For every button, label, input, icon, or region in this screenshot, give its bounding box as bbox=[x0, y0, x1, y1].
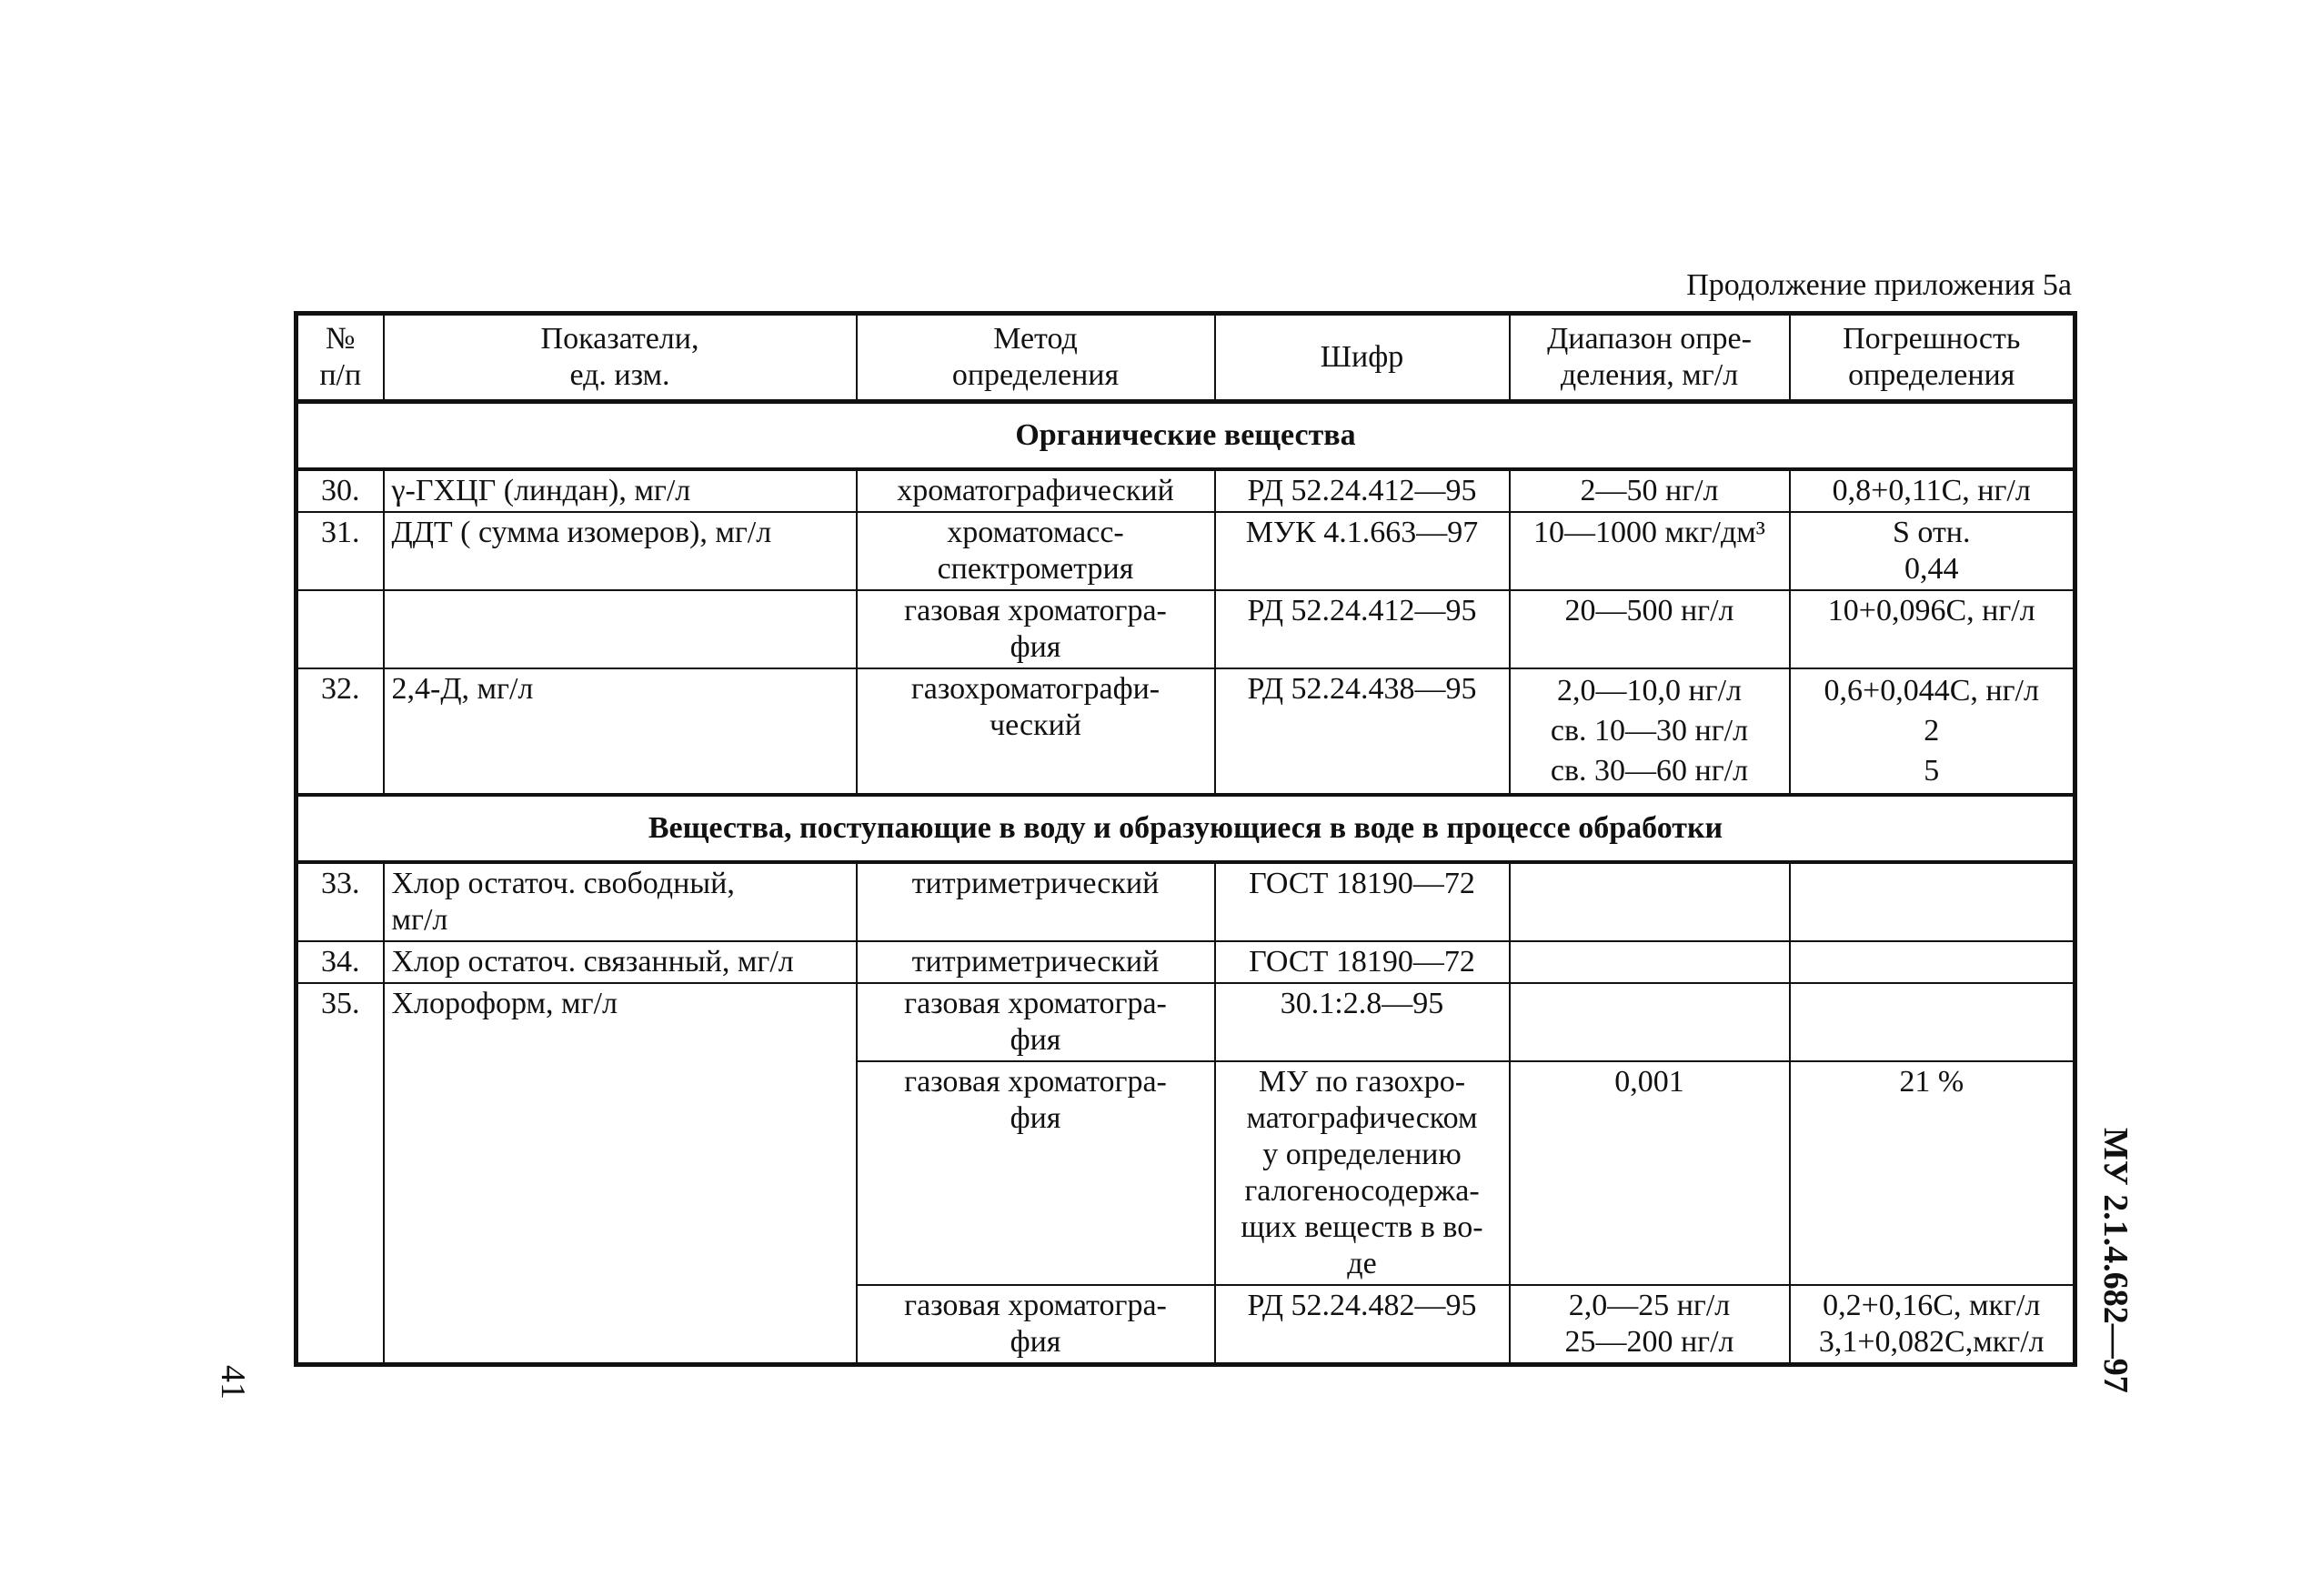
row-indicator: 2,4-Д, мг/л bbox=[384, 668, 857, 795]
row-method: хроматомасс- спектрометрия bbox=[857, 512, 1215, 590]
table-row bbox=[296, 941, 2075, 983]
section-row-organic bbox=[296, 402, 2075, 470]
row-method: газовая хроматогра- фия bbox=[857, 590, 1215, 668]
appendix-caption: Продолжение приложения 5а bbox=[1686, 268, 2072, 302]
row-code: РД 52.24.482—95 bbox=[1215, 1285, 1510, 1365]
row-range: 20—500 нг/л bbox=[1510, 590, 1790, 668]
table-row bbox=[296, 512, 2075, 590]
header-error: Погрешность определения bbox=[1790, 314, 2075, 402]
row-method: газовая хроматогра- фия bbox=[857, 1285, 1215, 1365]
row-method: титриметрический bbox=[857, 941, 1215, 983]
row-indicator: ДДТ ( сумма изомеров), мг/л bbox=[384, 512, 857, 590]
row-error: 21 % bbox=[1790, 1061, 2075, 1285]
row-num: 31. bbox=[296, 512, 384, 590]
header-code: Шифр bbox=[1215, 314, 1510, 402]
row-num: 32. bbox=[296, 668, 384, 795]
page-number: 41 bbox=[214, 1365, 252, 1400]
table-row bbox=[296, 983, 2075, 1061]
row-error: 10+0,096С, нг/л bbox=[1790, 590, 2075, 668]
header-indicator: Показатели, ед. изм. bbox=[384, 314, 857, 402]
row-method: газовая хроматогра- фия bbox=[857, 1061, 1215, 1285]
row-range: 10—1000 мкг/дм³ bbox=[1510, 512, 1790, 590]
row-indicator-empty bbox=[384, 590, 857, 668]
row-range-empty bbox=[1510, 983, 1790, 1061]
row-range-empty bbox=[1510, 862, 1790, 941]
row-num: 30. bbox=[296, 469, 384, 512]
row-code: МУК 4.1.663—97 bbox=[1215, 512, 1510, 590]
row-indicator: Хлор остаточ. связанный, мг/л bbox=[384, 941, 857, 983]
row-num: 33. bbox=[296, 862, 384, 941]
row-code: РД 52.24.438—95 bbox=[1215, 668, 1510, 795]
row-code: МУ по газохро- матографическом у определению галогеносодержа- щих веществ в во- де bbox=[1215, 1061, 1510, 1285]
row-indicator: Хлороформ, мг/л bbox=[384, 983, 857, 1365]
row-error-empty bbox=[1790, 941, 2075, 983]
section-title: Вещества, поступающие в воду и образующиеся в воде в процессе обработки bbox=[296, 795, 2075, 862]
table-row bbox=[296, 469, 2075, 512]
row-code: РД 52.24.412—95 bbox=[1215, 469, 1510, 512]
row-error-empty bbox=[1790, 983, 2075, 1061]
row-range: 2,0—10,0 нг/л св. 10—30 нг/л св. 30—60 нг/л bbox=[1510, 668, 1790, 795]
row-code: 30.1:2.8—95 bbox=[1215, 983, 1510, 1061]
row-error-empty bbox=[1790, 862, 2075, 941]
section-title: Органические вещества bbox=[296, 402, 2075, 470]
row-error: 0,8+0,11С, нг/л bbox=[1790, 469, 2075, 512]
row-method: титриметрический bbox=[857, 862, 1215, 941]
row-num: 34. bbox=[296, 941, 384, 983]
row-num-empty bbox=[296, 590, 384, 668]
table-header bbox=[296, 314, 2075, 402]
header-method: Метод определения bbox=[857, 314, 1215, 402]
row-error: 0,6+0,044С, нг/л 2 5 bbox=[1790, 668, 2075, 795]
row-error: S отн. 0,44 bbox=[1790, 512, 2075, 590]
document-code: МУ 2.1.4.682—97 bbox=[2096, 1128, 2135, 1393]
header-range: Диапазон опре- деления, мг/л bbox=[1510, 314, 1790, 402]
row-method: газовая хроматогра- фия bbox=[857, 983, 1215, 1061]
row-method: хроматографический bbox=[857, 469, 1215, 512]
row-num: 35. bbox=[296, 983, 384, 1365]
row-range: 2—50 нг/л bbox=[1510, 469, 1790, 512]
row-indicator: Хлор остаточ. свободный, мг/л bbox=[384, 862, 857, 941]
row-code: ГОСТ 18190—72 bbox=[1215, 862, 1510, 941]
row-error: 0,2+0,16С, мкг/л 3,1+0,082С,мкг/л bbox=[1790, 1285, 2075, 1365]
header-num: № п/п bbox=[296, 314, 384, 402]
row-code: ГОСТ 18190—72 bbox=[1215, 941, 1510, 983]
table-row bbox=[296, 668, 2075, 795]
methods-table bbox=[294, 311, 2077, 1367]
section-row-treatment bbox=[296, 795, 2075, 862]
row-indicator: γ-ГХЦГ (линдан), мг/л bbox=[384, 469, 857, 512]
row-range: 2,0—25 нг/л 25—200 нг/л bbox=[1510, 1285, 1790, 1365]
row-method: газохроматографи- ческий bbox=[857, 668, 1215, 795]
table-row bbox=[296, 862, 2075, 941]
table-row bbox=[296, 590, 2075, 668]
row-code: РД 52.24.412—95 bbox=[1215, 590, 1510, 668]
row-range-empty bbox=[1510, 941, 1790, 983]
row-range: 0,001 bbox=[1510, 1061, 1790, 1285]
